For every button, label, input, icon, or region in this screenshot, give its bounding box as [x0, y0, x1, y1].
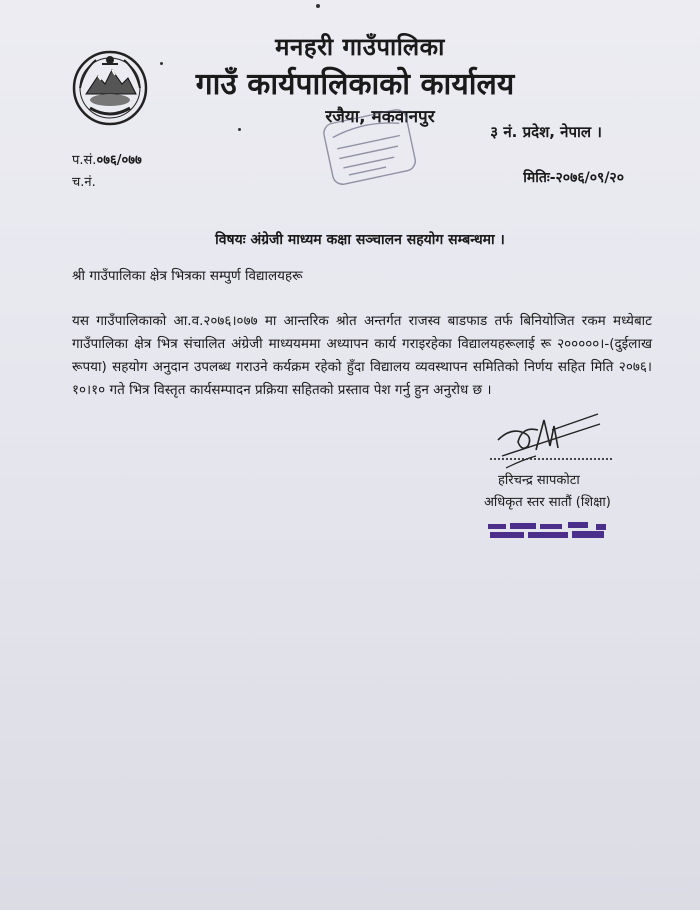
- letter-number-label: प.सं.: [72, 153, 97, 168]
- letter-date: [523, 168, 624, 187]
- letter-number: [72, 150, 142, 168]
- dispatch-number-label: च.नं.: [72, 175, 96, 190]
- province: ३ नं. प्रदेश, नेपाल ।: [490, 123, 602, 141]
- officer-seal-stamp-icon: [486, 520, 610, 544]
- scan-speck: [160, 62, 163, 65]
- date-value: -२०७६/०९/२०: [549, 170, 624, 186]
- letter-body: यस गाउँपालिकाको आ.व.२०७६।०७७ मा आन्तरिक श्रोत अन्तर्गत राजस्व बाडफाड तर्फ बिनियोजित रकम मध्येबाट गाउँपालिका क्षेत्र भित्र संचालित अंग्रेजी माध्ययममा अध्यापन कार्य गराइरहेका विद्यालयहरूलाई रू २०००००।-(दुईलाख रूपया) सहयोग अनुदान उपलब्ध गराउने कर्यक्रम रहेको हुँदा विद्यालय व्यवस्थापन समितिको निर्णय सहित मिति २०७६।१०।१० गते भित्र विस्तृत कार्यसम्पादन प्रक्रिया सहितको प्रस्ताव पेश गर्नु हुन अनुरोध छ ।: [72, 313, 652, 398]
- office-address: रजैया, मकवानपुर: [325, 107, 435, 127]
- office-stamp-icon: [322, 106, 418, 192]
- municipality-name: मनहरी गाउँपालिका: [275, 33, 445, 61]
- date-label: मितिः: [523, 170, 550, 186]
- signatory-post: अधिकृत स्तर सातौं (शिक्षा): [484, 495, 611, 510]
- scan-speck: [316, 4, 320, 8]
- handwritten-signature-icon: [492, 396, 604, 472]
- subject-line: विषयः अंग्रेजी माध्यम कक्षा सञ्चालन सहयोग सम्बन्धमा ।: [215, 232, 505, 248]
- scan-speck: [238, 128, 241, 131]
- addressee: श्री गाउँपालिका क्षेत्र भित्रका सम्पुर्ण विद्यालयहरू: [72, 268, 303, 284]
- signatory-name: हरिचन्द्र सापकोटा: [498, 473, 580, 488]
- signature-line: [490, 458, 612, 460]
- letter-number-value: ०७६/०७७: [96, 153, 142, 168]
- office-name: गाउँ कार्यपालिकाको कार्यालय: [195, 67, 515, 102]
